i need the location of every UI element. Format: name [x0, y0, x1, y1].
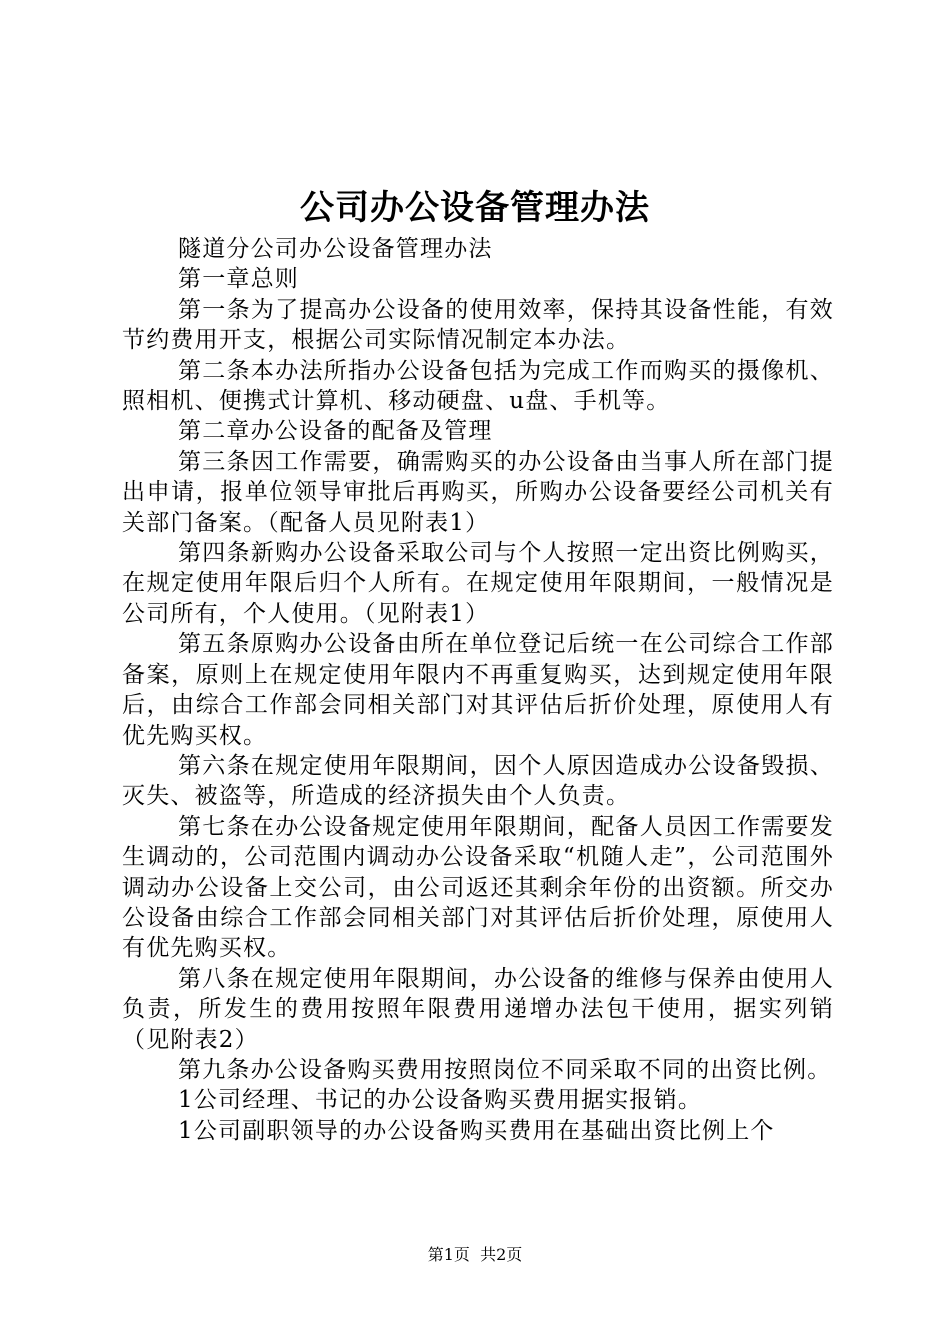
list-item: 1公司副职领导的办公设备购买费用在基础出资比例上个	[178, 1117, 775, 1144]
chapter-heading: 第一章总则	[178, 266, 299, 293]
paragraph: 第九条办公设备购买费用按照岗位不同采取不同的出资比例。	[178, 1056, 832, 1083]
page-total: 共2页	[480, 1245, 523, 1264]
paragraph: 第三条因工作需要，确需购买的办公设备由当事人所在部门提出申请，报单位领导审批后再购买，所购办公设备要经公司机关有关部门备案。（配备人员见附表1）	[122, 448, 834, 536]
paragraph: 第二条本办法所指办公设备包括为完成工作而购买的摄像机、照相机、便携式计算机、移动硬盘、u盘、手机等。	[122, 357, 834, 415]
paragraph: 第六条在规定使用年限期间，因个人原因造成办公设备毁损、灭失、被盗等，所造成的经济损失由个人负责。	[122, 752, 834, 810]
paragraph: 第八条在规定使用年限期间，办公设备的维修与保养由使用人负责，所发生的费用按照年限费用递增办法包干使用，据实列销（见附表2）	[122, 965, 834, 1053]
document-title: 公司办公设备管理办法	[300, 188, 650, 228]
paragraph: 第七条在办公设备规定使用年限期间，配备人员因工作需要发生调动的，公司范围内调动办公设备采取“机随人走”，公司范围外调动办公设备上交公司，由公司返还其剩余年份的出资额。所交办公设备由综合工作部会同相关部门对其评估后折价处理，原使用人有优先购买权。	[122, 813, 834, 962]
paragraph: 第一条为了提高办公设备的使用效率，保持其设备性能，有效节约费用开支，根据公司实际情况制定本办法。	[122, 296, 834, 354]
paragraph: 第五条原购办公设备由所在单位登记后统一在公司综合工作部备案，原则上在规定使用年限内不再重复购买，达到规定使用年限后，由综合工作部会同相关部门对其评估后折价处理，原使用人有优先购买权。	[122, 631, 834, 749]
paragraph-heading: 隧道分公司办公设备管理办法	[178, 236, 493, 262]
page-number: 第1页	[427, 1245, 470, 1264]
document-body	[122, 234, 834, 1146]
list-item: 1公司经理、书记的办公设备购买费用据实报销。	[178, 1087, 703, 1114]
paragraph: 第四条新购办公设备采取公司与个人按照一定出资比例购买，在规定使用年限后归个人所有。在规定使用年限期间，一般情况是公司所有，个人使用。（见附表1）	[122, 540, 834, 627]
page-footer	[0, 1244, 950, 1266]
chapter-heading: 第二章办公设备的配备及管理	[178, 418, 493, 445]
footer-spacer	[470, 1245, 480, 1264]
